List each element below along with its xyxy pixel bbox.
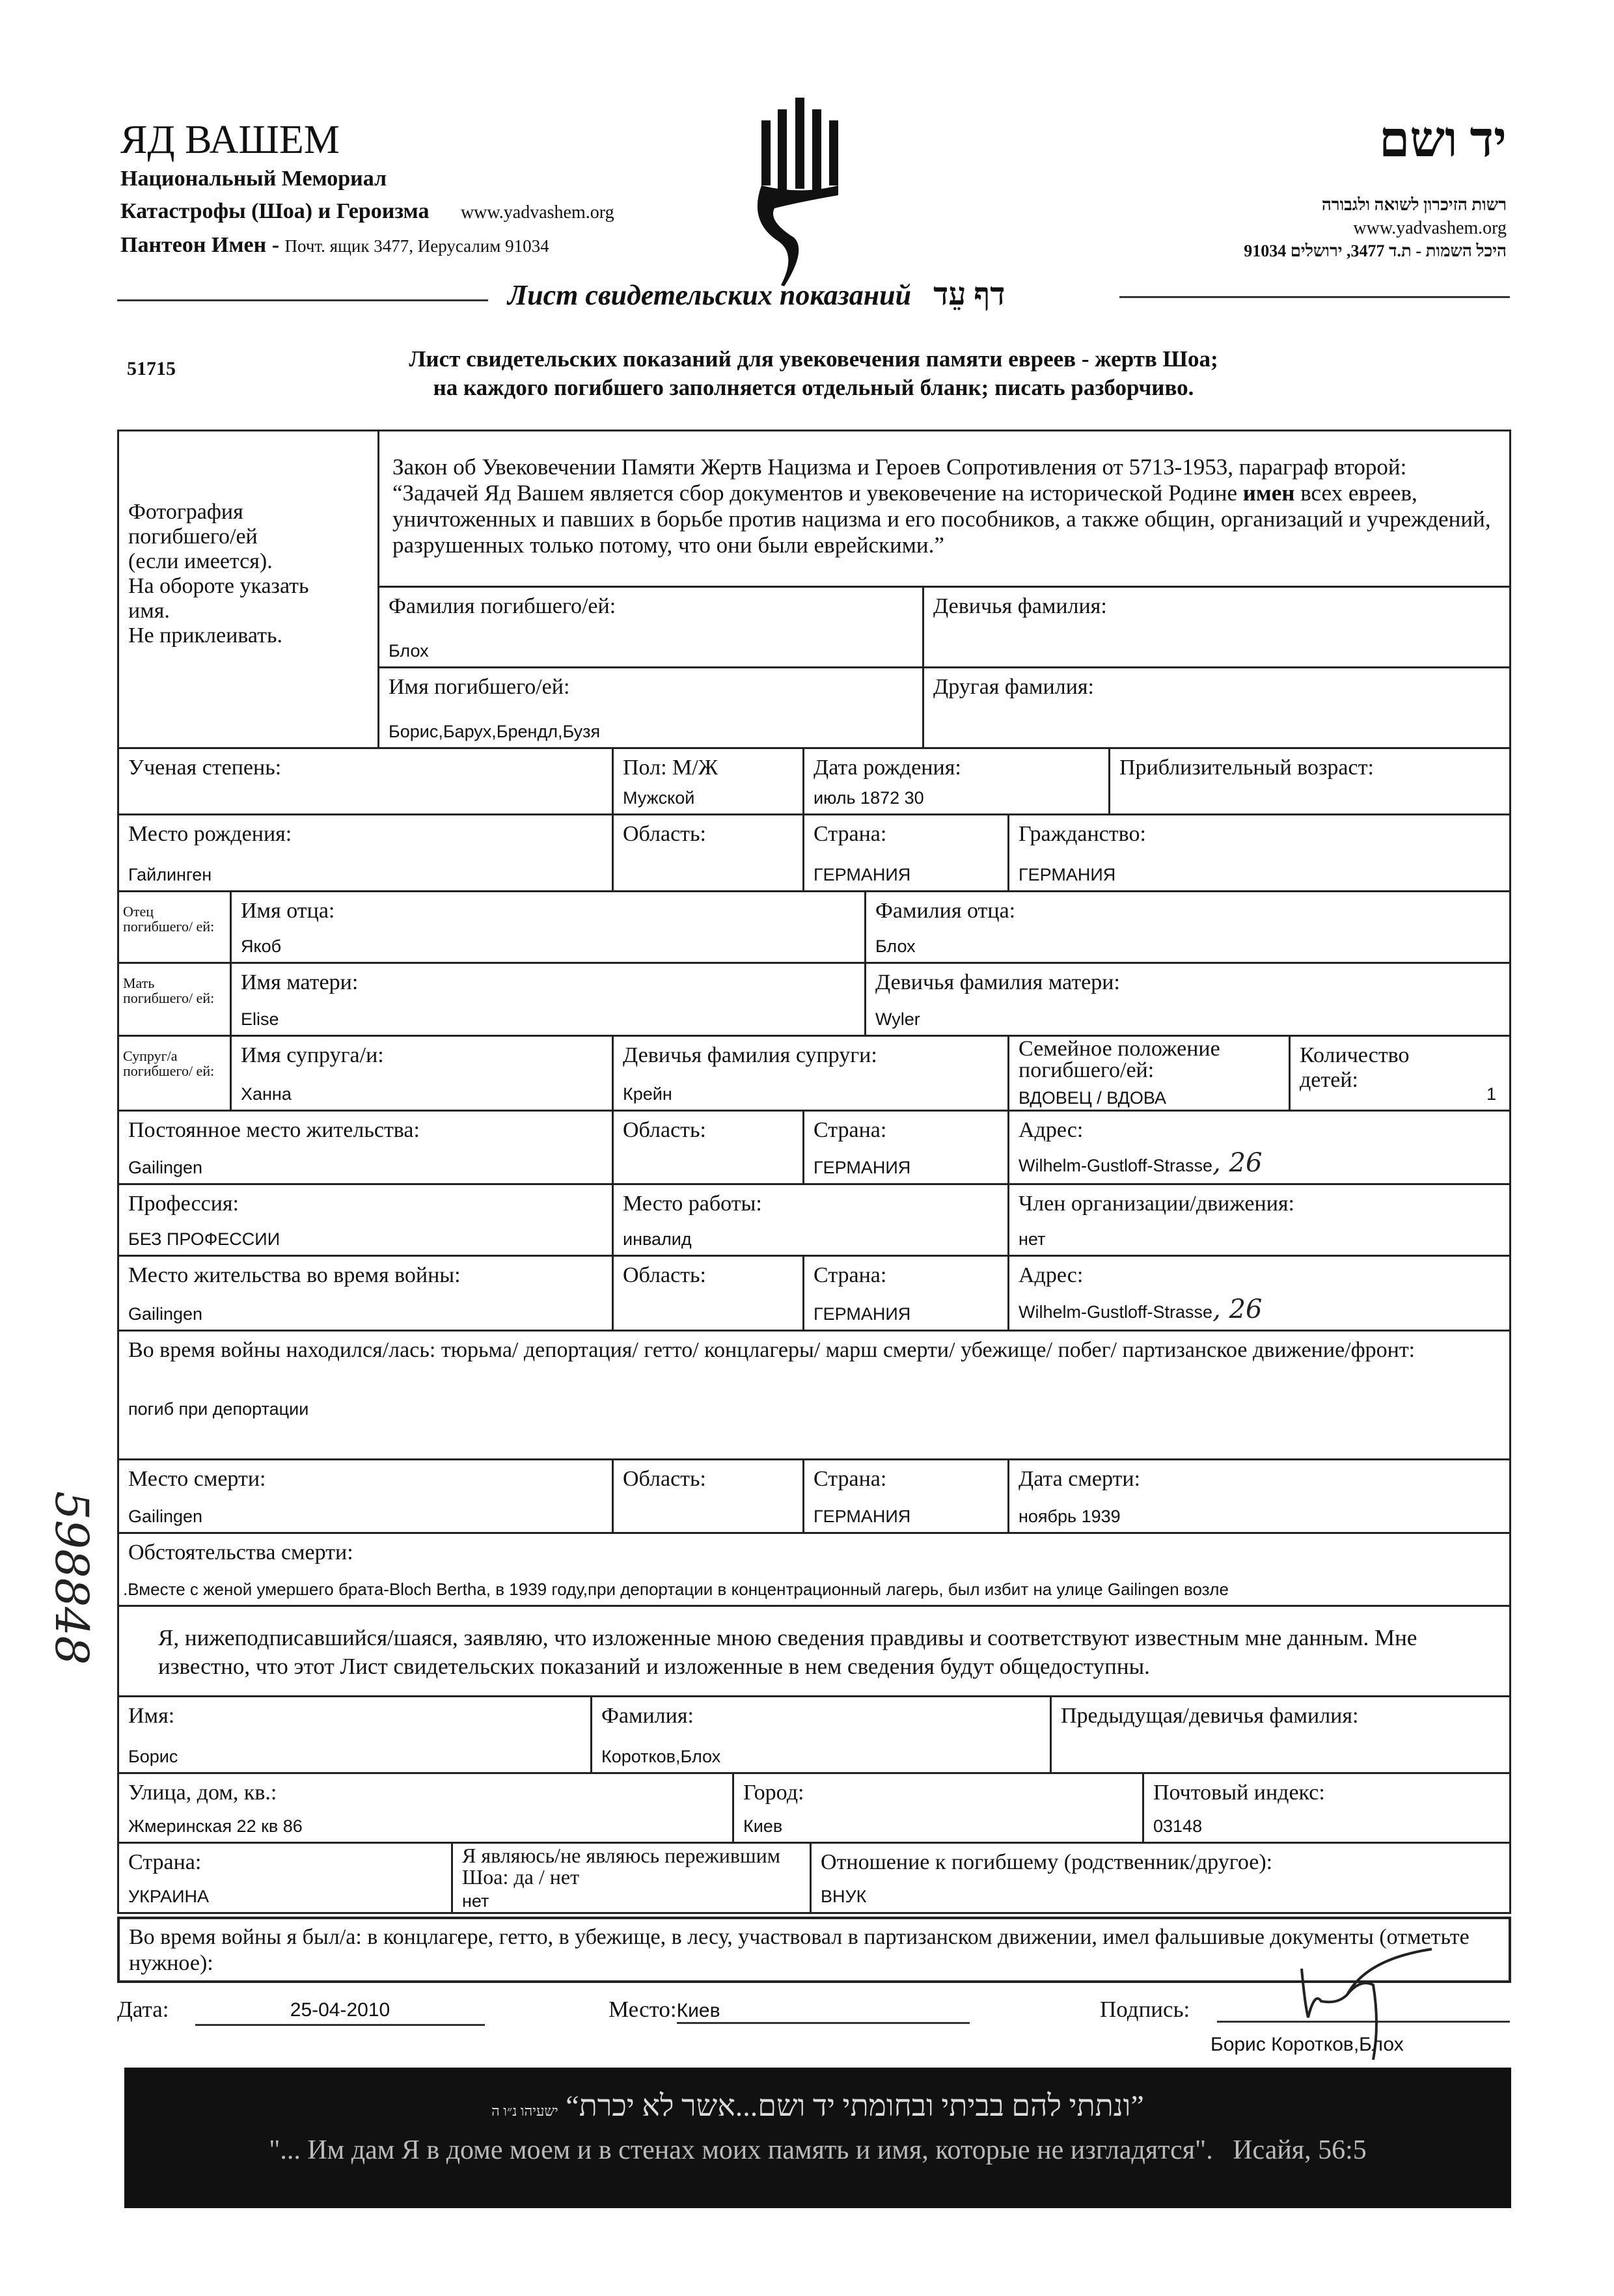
field-value: Ханна [241, 1084, 292, 1104]
war-residence-country-field[interactable] [802, 1255, 1009, 1332]
field-value: ГЕРМАНИЯ [1019, 865, 1116, 884]
field-label: Девичья фамилия: [933, 594, 1107, 618]
spouse-name-field[interactable] [230, 1035, 614, 1112]
field-label: Фамилия отца: [875, 899, 1016, 923]
mother-section-label: Мать погибшего/ ей: [117, 962, 232, 1037]
submitter-name-field[interactable] [117, 1695, 592, 1774]
submitter-surname-field[interactable] [590, 1695, 1052, 1774]
field-label: Количество детей: [1300, 1043, 1410, 1092]
signature-name: Борис Коротков,Блох [1210, 2034, 1404, 2055]
header-ru [120, 117, 614, 262]
residence-region-field[interactable] [612, 1110, 804, 1185]
address-text: Wilhelm-Gustloff-Strasse [1019, 1156, 1213, 1175]
death-place-field[interactable] [117, 1458, 614, 1534]
signature-label: Подпись: [1100, 1997, 1190, 2022]
birth-country-field[interactable] [802, 813, 1009, 892]
field-value: Жмеринская 22 кв 86 [128, 1816, 303, 1836]
photo-note: Не приклеивать. [128, 623, 282, 648]
membership-field[interactable] [1007, 1183, 1511, 1257]
field-label: Член организации/движения: [1019, 1192, 1294, 1216]
field-label: Другая фамилия: [933, 675, 1094, 699]
war-residence-address-field[interactable] [1007, 1255, 1511, 1332]
website-link-ru[interactable]: www.yadvashem.org [460, 202, 614, 223]
field-label: Почтовый индекс: [1153, 1781, 1325, 1805]
residence-place-field[interactable] [117, 1110, 614, 1185]
handwritten-margin-number: 598848 [45, 1491, 98, 1665]
field-value: ГЕРМАНИЯ [814, 1304, 911, 1324]
father-name-field[interactable] [230, 890, 866, 964]
field-label: Страна: [814, 1263, 887, 1287]
field-value: ГЕРМАНИЯ [814, 1158, 911, 1177]
field-label: Страна: [814, 1467, 887, 1491]
birth-date-field[interactable] [802, 747, 1110, 815]
field-value: Якоб [241, 936, 282, 956]
declaration-text: Я, нижеподписавшийся/шаяся, заявляю, что изложенные мною сведения правдивы и соответствуют известным мне данным. Мне известно, что этот Лист свидетельских показаний и изложенные в нем сведения будут общедоступны. [117, 1605, 1511, 1697]
field-label: Место жительства во время войны: [128, 1263, 461, 1287]
field-value: Киев [743, 1816, 783, 1836]
field-label: Страна: [814, 822, 887, 846]
field-value: ГЕРМАНИЯ [814, 865, 911, 884]
photo-note: На обороте указать [128, 574, 309, 598]
place-value: Киев [677, 2000, 970, 2024]
submitter-street-field[interactable] [117, 1772, 734, 1844]
field-label: Адрес: [1019, 1118, 1084, 1142]
death-region-field[interactable] [612, 1458, 804, 1534]
field-label: Девичья фамилия супруги: [623, 1043, 877, 1067]
field-label: Улица, дом, кв.: [128, 1781, 277, 1805]
field-label: Ученая степень: [128, 756, 282, 780]
death-date-field[interactable] [1007, 1458, 1511, 1534]
death-circumstances-field[interactable] [117, 1532, 1511, 1607]
place-label [609, 1997, 970, 2024]
subtitle-line1: Лист свидетельских показаний для увековечения памяти евреев - жертв Шоа; [409, 346, 1218, 372]
field-label: Дата рождения: [814, 756, 961, 780]
field-value: Блох [389, 641, 429, 661]
field-value: Коротков,Блох [601, 1747, 721, 1766]
banner-russian-ref: Исайя, 56:5 [1233, 2135, 1367, 2165]
handwritten-house-number: , 26 [1212, 1148, 1263, 1178]
field-value: ВНУК [821, 1887, 867, 1906]
photo-cell[interactable] [117, 430, 379, 749]
field-label: Место рождения: [128, 822, 292, 846]
field-value: ГЕРМАНИЯ [814, 1507, 911, 1526]
field-value: ноябрь 1939 [1019, 1507, 1121, 1526]
field-value: Gailingen [128, 1304, 203, 1324]
field-label: Гражданство: [1019, 822, 1146, 846]
title-rule-left [117, 299, 488, 301]
title-rule-right [1119, 296, 1510, 298]
header-he [1244, 107, 1507, 264]
survivor-status-field[interactable] [451, 1842, 812, 1914]
war-status-field[interactable] [117, 1330, 1511, 1460]
field-label: Обстоятельства смерти: [128, 1540, 353, 1565]
approx-age-field[interactable] [1108, 747, 1511, 815]
field-label: Постоянное место жительства: [128, 1118, 420, 1142]
workplace-field[interactable] [612, 1183, 1009, 1257]
field-value: Борис [128, 1747, 178, 1766]
photo-note: (если имеется). [128, 549, 273, 573]
field-value: погиб при депортации [128, 1399, 309, 1419]
banner-hebrew-ref: ישעיהו נ״ו ה [491, 2103, 558, 2119]
mother-maiden-field[interactable] [864, 962, 1511, 1037]
yad-vashem-logo-icon [748, 98, 859, 286]
quote-banner [124, 2068, 1511, 2208]
law-text: Закон об Увековечении Памяти Жертв Нацизма и Героев Сопротивления от 5713-1953, параграф второй: “Задачей Яд Вашем является сбор документов и увековечение на исторической Родине [392, 454, 1407, 506]
photo-note: имя. [128, 599, 170, 623]
address-text: Wilhelm-Gustloff-Strasse [1019, 1302, 1213, 1322]
citizenship-field[interactable] [1007, 813, 1511, 892]
field-label: Предыдущая/девичья фамилия: [1061, 1704, 1359, 1728]
field-value: УКРАИНА [128, 1887, 210, 1906]
field-label: Семейное положение погибшего/ей: [1019, 1037, 1220, 1082]
father-surname-field[interactable] [864, 890, 1511, 964]
org-title-he: יד ושם [1378, 113, 1507, 167]
victim-maiden-name-field[interactable] [922, 586, 1511, 668]
residence-address-field[interactable] [1007, 1110, 1511, 1185]
field-label: Фамилия погибшего/ей: [389, 594, 616, 618]
field-value: Борис,Барух,Брендл,Бузя [389, 722, 601, 741]
field-value: Gailingen [128, 1158, 203, 1177]
field-label: Место работы: [623, 1192, 762, 1216]
field-value [1019, 1294, 1262, 1324]
org-line3: Пантеон Имен - [120, 233, 280, 257]
field-value: БЕЗ ПРОФЕССИИ [128, 1229, 280, 1249]
handwritten-house-number: , 26 [1212, 1294, 1263, 1324]
law-text-bold: имен [1242, 480, 1295, 506]
field-label: Имя отца: [241, 899, 335, 923]
gender-field[interactable] [612, 747, 804, 815]
photo-note: погибшего/ей [128, 525, 258, 549]
submitter-city-field[interactable] [732, 1772, 1144, 1844]
field-label: Во время войны находился/лась: тюрьма/ депортация/ гетто/ концлагеры/ марш смерти/ убежище/ побег/ партизанское движение/фронт: [128, 1338, 1416, 1362]
banner-hebrew-quote: ”ונתתי להם בביתי ובחומתי יד ושם...אשר לא יכרת“ [566, 2089, 1144, 2122]
field-value: ВДОВЕЦ / ВДОВА [1019, 1088, 1167, 1108]
field-label: Я являюсь/не являюсь пережившим Шоа: да / нет [462, 1844, 781, 1889]
submitter-zip-field[interactable] [1142, 1772, 1511, 1844]
postal-address-ru: Почт. ящик 3477, Иерусалим 91034 [284, 236, 549, 256]
war-residence-place-field[interactable] [117, 1255, 614, 1332]
field-label: Имя: [128, 1704, 175, 1728]
children-count-field[interactable] [1289, 1035, 1511, 1112]
residence-country-field[interactable] [802, 1110, 1009, 1185]
field-label: Область: [623, 1467, 706, 1491]
form-subtitle [260, 345, 1367, 402]
org-line1: Национальный Мемориал [120, 167, 387, 191]
banner-russian-quote: "... Им дам Я в доме моем и в стенах моих память и имя, которые не изгладятся". [269, 2135, 1213, 2165]
postal-address-he: היכל השמות - ת.ד 3477, ירושלים 91034 [1244, 241, 1507, 260]
victim-surname-field[interactable] [377, 586, 924, 668]
birth-region-field[interactable] [612, 813, 804, 892]
submitter-country-field[interactable] [117, 1842, 453, 1914]
war-residence-region-field[interactable] [612, 1255, 804, 1332]
field-value: Wyler [875, 1009, 920, 1029]
field-label: Имя погибшего/ей: [389, 675, 570, 699]
field-label: Область: [623, 1263, 706, 1287]
form-title-ru: Лист свидетельских показаний [508, 279, 912, 311]
field-label: Пол: М/Ж [623, 756, 718, 780]
field-label: Город: [743, 1781, 804, 1805]
field-label: Приблизительный возраст: [1119, 756, 1374, 780]
field-value: .Вместе с женой умершего брата-Bloch Bertha, в 1939 году,при депортации в концентрационный лагерь, был избит на улице Gailingen возле [123, 1579, 1229, 1599]
spouse-maiden-field[interactable] [612, 1035, 1009, 1112]
date-value: 25-04-2010 [195, 1997, 485, 2026]
field-label: Адрес: [1019, 1263, 1084, 1287]
field-value: 1 [1486, 1084, 1496, 1104]
spouse-section-label: Супруг/а погибшего/ ей: [117, 1035, 232, 1112]
father-section-label: Отец погибшего/ ей: [117, 890, 232, 964]
field-label: Имя супруга/и: [241, 1043, 384, 1067]
field-label: Область: [623, 1118, 706, 1142]
field-value: Блох [875, 936, 916, 956]
date-label: Дата: [117, 1997, 169, 2022]
profession-field[interactable] [117, 1183, 614, 1257]
death-country-field[interactable] [802, 1458, 1009, 1534]
website-link-he[interactable]: www.yadvashem.org [1353, 218, 1507, 238]
photo-note: Фотография [128, 500, 243, 524]
field-value [1019, 1148, 1262, 1178]
relation-field[interactable] [810, 1842, 1511, 1914]
record-id: 51715 [127, 358, 176, 379]
field-value: Крейн [623, 1084, 672, 1104]
field-label: Место смерти: [128, 1467, 266, 1491]
field-label: Фамилия: [601, 1704, 694, 1728]
org-line2: Катастрофы (Шоа) и Героизма [120, 199, 430, 223]
field-label: Дата смерти: [1019, 1467, 1141, 1491]
submitter-war-experience-field[interactable]: Во время войны я был/а: в концлагере, гетто, в убежище, в лесу, участвовал в партизанском движении, имел фальшивые документы (отметьте нужное): [117, 1917, 1511, 1983]
field-value: Elise [241, 1009, 279, 1029]
birth-place-field[interactable] [117, 813, 614, 892]
field-value: 03148 [1153, 1816, 1203, 1836]
field-value: Gailingen [128, 1507, 203, 1526]
victim-first-name-field[interactable] [377, 666, 924, 749]
field-value: Гайлинген [128, 865, 212, 884]
org-line1-he: רשות הזיכרון לשואה ולגבורה [1321, 195, 1507, 214]
submitter-prev-surname-field[interactable] [1050, 1695, 1511, 1774]
field-value: июль 1872 30 [814, 788, 924, 808]
field-value: нет [1019, 1229, 1046, 1249]
marital-status-field[interactable] [1007, 1035, 1291, 1112]
subtitle-line2: на каждого погибшего заполняется отдельный бланк; писать разборчиво. [433, 375, 1194, 400]
field-value: нет [462, 1891, 489, 1911]
degree-field[interactable] [117, 747, 614, 815]
field-label: Страна: [814, 1118, 887, 1142]
field-label: Область: [623, 822, 706, 846]
field-label: Профессия: [128, 1192, 239, 1216]
law-text: всех евреев, уничтоженных и павших в борьбе против нацизма и его пособников, а также общин, организаций и учреждений, разрушенных только потому, что они были еврейскими.” [392, 480, 1491, 558]
field-label: Отношение к погибшему (родственник/другое): [821, 1850, 1273, 1874]
field-label: Страна: [128, 1850, 202, 1874]
field-label: Девичья фамилия матери: [875, 970, 1120, 994]
place-label-text: Место: [609, 1997, 677, 2022]
victim-other-surname-field[interactable] [922, 666, 1511, 749]
law-text-cell [377, 430, 1511, 588]
mother-name-field[interactable] [230, 962, 866, 1037]
form-title-he: דף עֵד [933, 277, 1005, 312]
field-value: инвалид [623, 1229, 692, 1249]
field-value: Мужской [623, 788, 695, 808]
form-title [508, 277, 1005, 312]
org-title-ru: ЯД ВАШЕМ [120, 118, 340, 162]
field-label: Имя матери: [241, 970, 359, 994]
